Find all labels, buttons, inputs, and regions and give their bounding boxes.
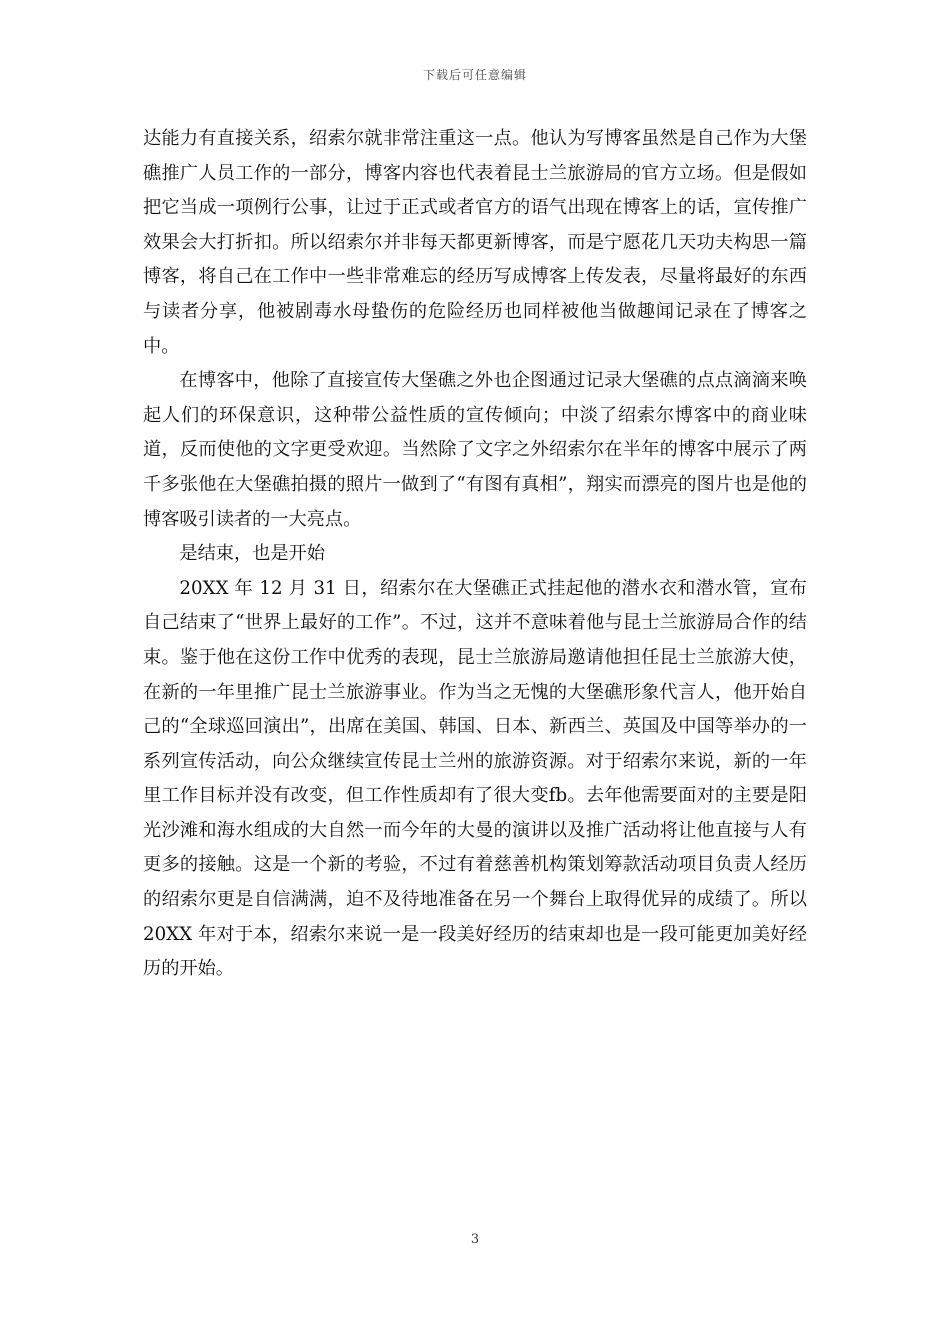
paragraph-environmental-blog: 在博客中，他除了直接宣传大堡礁之外也企图通过记录大堡礁的点点滴滴来唤起人们的环保意识，这种带公益性质的宣传倾向；中淡了绍索尔博客中的商业味道，反而使他的文字更受欢迎。当然除了文字之外绍索尔在半年的博客中展示了两千多张他在大堡礁拍摄的照片一做到了“有图有真相”，翔实而漂亮的图片也是他的博客吸引读者的一大亮点。 [143, 370, 807, 530]
page-header: 下载后可任意编辑 [422, 68, 527, 82]
paragraph-ambassador: 20XX 年 12 月 31 日，绍索尔在大堡礁正式挂起他的潜水衣和潜水管，宣布自己结束了“世界上最好的工作”。不过，这并不意味着他与昆士兰旅游局合作的结束。鉴于他在这份工作中优秀的表现，昆士兰旅游局邀请他担任昆士兰旅游大使，在新的一年里推广昆士兰旅游事业。作为当之无愧的大堡礁形象代言人，他开始自己的“全球巡回演出”，出席在美国、韩国、日本、新西兰、英国及中国等举办的一系列宣传活动，向公众继续宣传昆士兰州的旅游资源。对于绍索尔来说，新的一年里工作目标并没有改变，但工作性质却有了很大变fb。去年他需要面对的主要是阳光沙滩和海水组成的大自然一而今年的大曼的演讲以及推广活动将让他直接与人有更多的接触。这是一个新的考验，不过有着慈善机构策划筹款活动项目负责人经历的绍索尔更是自信满满，迫不及待地准备在另一个舞台上取得优异的成绩了。所以 20XX 年对于本，绍索尔来说一是一段美好经历的结束却也是一段可能更加美好经历的开始。 [143, 577, 807, 980]
document-body [143, 122, 807, 987]
section-heading: 是结束，也是开始 [179, 543, 325, 565]
page-number: 3 [470, 1232, 480, 1247]
paragraph-blog-continuation: 达能力有直接关系，绍索尔就非常注重这一点。他认为写博客虽然是自己作为大堡礁推广人员工作的一部分，博客内容也代表着昆士兰旅游局的官方立场。但是假如把它当成一项例行公事，让过于正式或者官方的语气出现在博客上的话，宣传推广效果会大打折扣。所以绍索尔并非每天都更新博客，而是宁愿花几天功夫构思一篇博客，将自己在工作中一些非常难忘的经历写成博客上传发表，尽量将最好的东西与读者分享，他被剧毒水母蛰伤的危险经历也同样被他当做趣闻记录在了博客之中。 [143, 128, 807, 357]
